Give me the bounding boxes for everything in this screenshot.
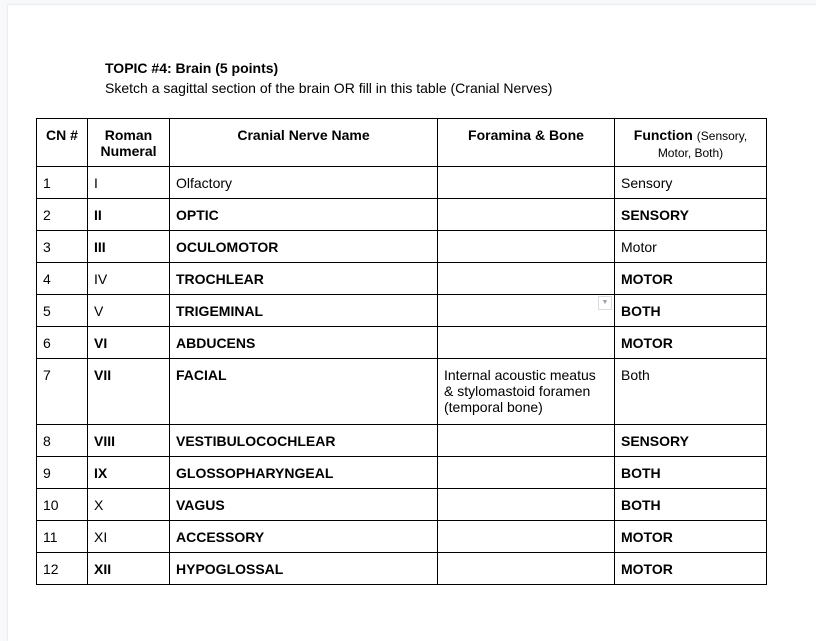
cell-nerve-name[interactable]: OPTIC bbox=[170, 199, 438, 231]
table-row bbox=[37, 167, 767, 199]
table-row bbox=[37, 199, 767, 231]
cell-foramina-bone[interactable] bbox=[438, 457, 615, 489]
cell-function[interactable]: MOTOR bbox=[615, 327, 767, 359]
table-row bbox=[37, 327, 767, 359]
cell-nerve-name[interactable]: GLOSSOPHARYNGEAL bbox=[170, 457, 438, 489]
cell-roman-numeral[interactable]: I bbox=[88, 167, 170, 199]
instructions-text: Sketch a sagittal section of the brain OR fill in this table (Cranial Nerves) bbox=[105, 80, 553, 96]
cell-roman-numeral[interactable]: XII bbox=[88, 553, 170, 585]
cell-nerve-name[interactable]: VAGUS bbox=[170, 489, 438, 521]
cell-function[interactable]: Motor bbox=[615, 231, 767, 263]
topic-heading: TOPIC #4: Brain (5 points) bbox=[105, 60, 279, 76]
table-row bbox=[37, 425, 767, 457]
header-foramina[interactable]: Foramina & Bone bbox=[438, 119, 615, 167]
cell-foramina-bone[interactable]: Internal acoustic meatus & stylomastoid foramen (temporal bone) bbox=[438, 359, 615, 425]
cell-foramina-bone[interactable] bbox=[438, 263, 615, 295]
cell-cn[interactable]: 12 bbox=[37, 553, 88, 585]
cell-function[interactable]: Sensory bbox=[615, 167, 767, 199]
header-name[interactable]: Cranial Nerve Name bbox=[170, 119, 438, 167]
cell-roman-numeral[interactable]: X bbox=[88, 489, 170, 521]
header-cn[interactable]: CN # bbox=[37, 119, 88, 167]
table-row bbox=[37, 457, 767, 489]
cell-roman-numeral[interactable]: IX bbox=[88, 457, 170, 489]
cell-roman-numeral[interactable]: II bbox=[88, 199, 170, 231]
cell-function[interactable]: BOTH bbox=[615, 457, 767, 489]
cell-cn[interactable]: 9 bbox=[37, 457, 88, 489]
cell-function[interactable]: SENSORY bbox=[615, 425, 767, 457]
table-row bbox=[37, 521, 767, 553]
cell-cn[interactable]: 6 bbox=[37, 327, 88, 359]
header-function-sub: (Sensory, Motor, Both) bbox=[657, 129, 748, 160]
cell-nerve-name[interactable]: FACIAL bbox=[170, 359, 438, 425]
cell-cn[interactable]: 10 bbox=[37, 489, 88, 521]
cell-cn[interactable]: 4 bbox=[37, 263, 88, 295]
table-row bbox=[37, 489, 767, 521]
cell-roman-numeral[interactable]: IV bbox=[88, 263, 170, 295]
header-function[interactable] bbox=[615, 119, 767, 167]
cell-nerve-name[interactable]: HYPOGLOSSAL bbox=[170, 553, 438, 585]
cell-cn[interactable]: 5 bbox=[37, 295, 88, 327]
cell-nerve-name[interactable]: VESTIBULOCOCHLEAR bbox=[170, 425, 438, 457]
cell-function[interactable]: MOTOR bbox=[615, 521, 767, 553]
chevron-down-icon[interactable]: ▼ bbox=[598, 296, 612, 310]
cell-foramina-bone[interactable] bbox=[438, 489, 615, 521]
cell-roman-numeral[interactable]: V bbox=[88, 295, 170, 327]
cell-cn[interactable]: 7 bbox=[37, 359, 88, 425]
cell-nerve-name[interactable]: ACCESSORY bbox=[170, 521, 438, 553]
table-row bbox=[37, 553, 767, 585]
cranial-nerves-table bbox=[36, 118, 767, 585]
cell-function[interactable]: Both bbox=[615, 359, 767, 425]
cell-roman-numeral[interactable]: VI bbox=[88, 327, 170, 359]
header-roman[interactable]: Roman Numeral bbox=[88, 119, 170, 167]
cell-cn[interactable]: 11 bbox=[37, 521, 88, 553]
table-header-row bbox=[37, 119, 767, 167]
cell-roman-numeral[interactable]: VIII bbox=[88, 425, 170, 457]
cell-nerve-name[interactable]: TRIGEMINAL bbox=[170, 295, 438, 327]
cell-foramina-bone[interactable] bbox=[438, 521, 615, 553]
cell-foramina-bone[interactable] bbox=[438, 167, 615, 199]
cell-nerve-name[interactable]: Olfactory bbox=[170, 167, 438, 199]
cell-nerve-name[interactable]: TROCHLEAR bbox=[170, 263, 438, 295]
cell-foramina-bone[interactable] bbox=[438, 231, 615, 263]
cell-cn[interactable]: 2 bbox=[37, 199, 88, 231]
cell-roman-numeral[interactable]: VII bbox=[88, 359, 170, 425]
cell-function[interactable]: BOTH bbox=[615, 295, 767, 327]
cell-function[interactable]: MOTOR bbox=[615, 553, 767, 585]
cell-roman-numeral[interactable]: XI bbox=[88, 521, 170, 553]
cell-cn[interactable]: 1 bbox=[37, 167, 88, 199]
cell-foramina-bone[interactable] bbox=[438, 425, 615, 457]
cell-nerve-name[interactable]: OCULOMOTOR bbox=[170, 231, 438, 263]
cell-function[interactable]: BOTH bbox=[615, 489, 767, 521]
table-row bbox=[37, 263, 767, 295]
cell-function[interactable]: SENSORY bbox=[615, 199, 767, 231]
cell-foramina-bone[interactable] bbox=[438, 295, 615, 327]
cell-foramina-bone[interactable] bbox=[438, 327, 615, 359]
cell-nerve-name[interactable]: ABDUCENS bbox=[170, 327, 438, 359]
header-function-main: Function bbox=[633, 127, 693, 143]
cell-foramina-bone[interactable] bbox=[438, 553, 615, 585]
table-row bbox=[37, 295, 767, 327]
table-row bbox=[37, 231, 767, 263]
cell-cn[interactable]: 8 bbox=[37, 425, 88, 457]
cell-function[interactable]: MOTOR bbox=[615, 263, 767, 295]
table-row bbox=[37, 359, 767, 425]
cell-roman-numeral[interactable]: III bbox=[88, 231, 170, 263]
cell-cn[interactable]: 3 bbox=[37, 231, 88, 263]
cell-foramina-bone[interactable] bbox=[438, 199, 615, 231]
